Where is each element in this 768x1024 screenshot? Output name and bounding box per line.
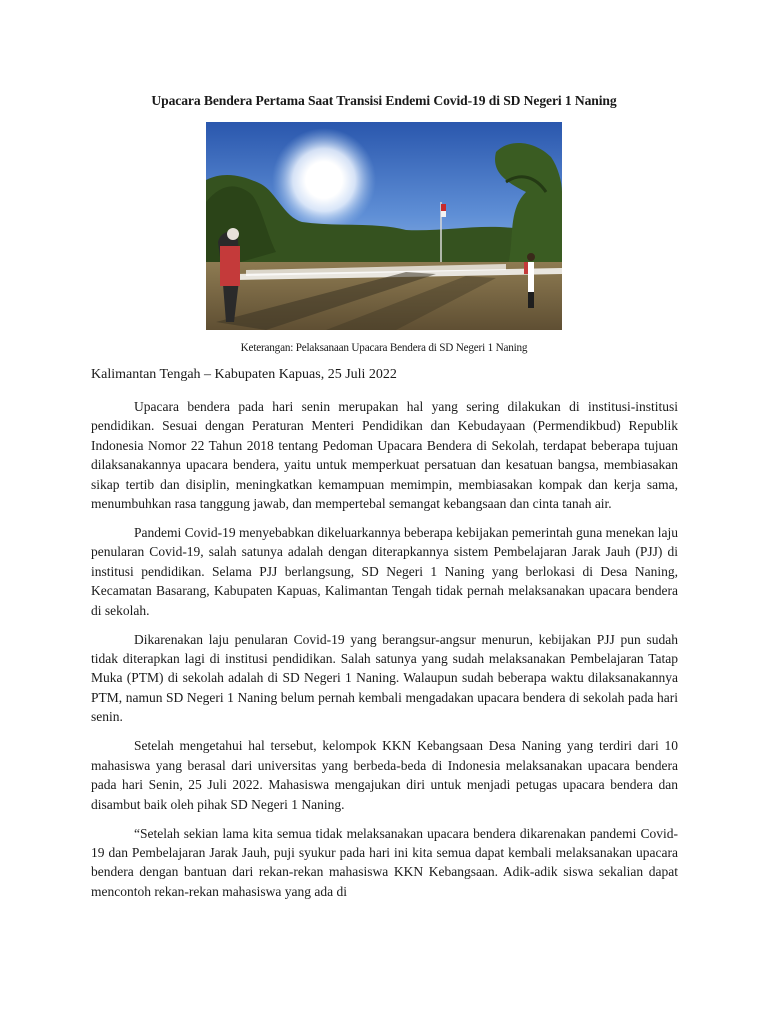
paragraph: “Setelah sekian lama kita semua tidak melaksanakan upacara bendera dikarenakan pandemi Covid-19 dan Pembelajaran Jarak Jauh, puji syukur pada hari ini kita semua dapat kembali melaksanakan upacara bendera dengan bantuan dari rekan-rekan mahasiswa KKN Kebangsaan. Adik-adik siswa sekalian dapat mencontoh rekan-rekan mahasiswa yang ada di: [91, 825, 678, 899]
article-body: [91, 397, 678, 911]
dateline: Kalimantan Tengah – Kabupaten Kapuas, 25 Juli 2022: [91, 367, 397, 382]
paragraph: Dikarenakan laju penularan Covid-19 yang berangsur-angsur menurun, kebijakan PJJ pun sudah tidak diterapkan lagi di institusi pendidikan. Salah satunya yang sudah melaksanakan Pembelajaran Tatap Muka (PTM) di sekolah adalah di SD Negeri 1 Naning. Walaupun sudah beberapa waktu dilaksanakannya PTM, namun SD Negeri 1 Naning belum pernah kembali mengadakan upacara bendera di sekolah pada hari senin.: [91, 631, 678, 725]
article-title: Upacara Bendera Pertama Saat Transisi Endemi Covid-19 di SD Negeri 1 Naning: [151, 93, 617, 108]
paragraph: Setelah mengetahui hal tersebut, kelompok KKN Kebangsaan Desa Naning yang terdiri dari 10 mahasiswa yang berasal dari universitas yang berbeda-beda di Indonesia melaksanakan upacara bendera pada hari Senin, 25 Juli 2022. Mahasiswa mengajukan diri untuk menjadi petugas upacara bendera dan disambut baik oleh pihak SD Negeri 1 Naning.: [91, 738, 678, 812]
paragraph: Pandemi Covid-19 menyebabkan dikeluarkannya beberapa kebijakan pemerintah guna menekan laju penularan Covid-19, salah satunya adalah dengan diterapkannya sistem Pembelajaran Jarak Jauh (PJJ) di institusi pendidikan. Selama PJJ berlangsung, SD Negeri 1 Naning yang berlokasi di Desa Naning, Kecamatan Basarang, Kabupaten Kapuas, Kalimantan Tengah tidak pernah melaksanakan upacara bendera di sekolah.: [91, 525, 678, 618]
paragraph: Upacara bendera pada hari senin merupakan hal yang sering dilakukan di institusi-institusi pendidikan. Sesuai dengan Peraturan Menteri Pendidikan dan Kebudayaan (Permendikbud) Republik Indonesia Nomor 22 Tahun 2018 tentang Pedoman Upacara Bendera di Sekolah, terdapat beberapa tujuan dilaksanakannya upacara bendera, yaitu untuk memperkuat persatuan dan kesatuan bangsa, membiasakan sikap tertib dan disiplin, meningkatkan kemampuan memimpin, membiasakan kompak dan kerja sama, menumbuhkan rasa tanggung jawab, dan mempertebal semangat kebangsaan dan cinta tanah air.: [91, 399, 678, 512]
flag-ceremony-photo: [206, 122, 562, 330]
image-caption: Keterangan: Pelaksanaan Upacara Bendera di SD Negeri 1 Naning: [240, 342, 528, 354]
